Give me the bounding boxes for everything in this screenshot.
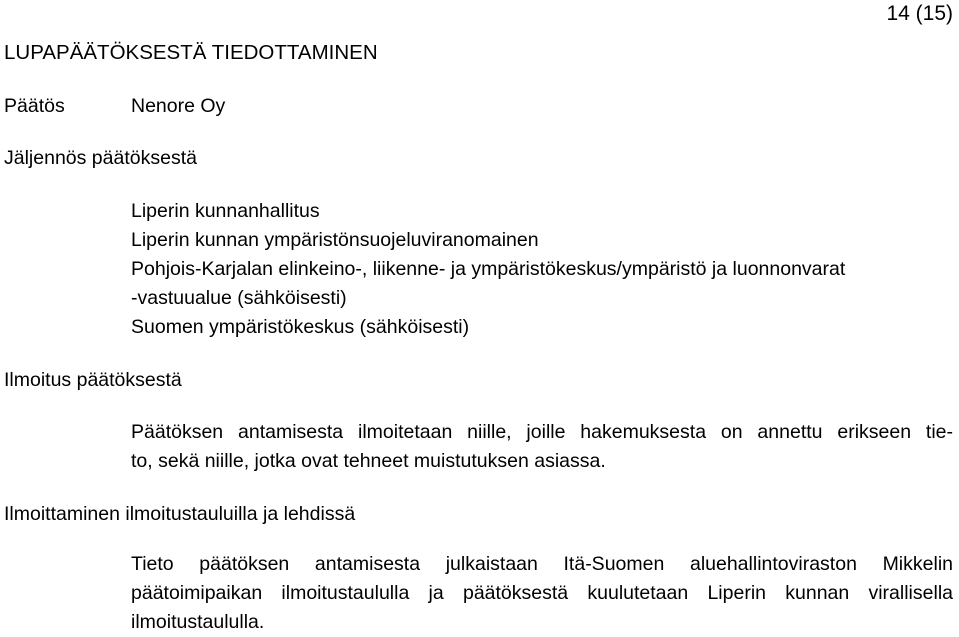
recipient-item: Suomen ympäristökeskus (sähköisesti)	[131, 316, 470, 338]
document-title: LUPAPÄÄTÖKSESTÄ TIEDOTTAMINEN	[4, 41, 378, 64]
notice-line: to, sekä niille, jotka ovat tehneet muistutuksen asiassa.	[131, 450, 606, 472]
notice-label: Ilmoitus päätöksestä	[4, 369, 182, 391]
recipient-item: Liperin kunnanhallitus	[131, 200, 320, 222]
bulletin-label: Ilmoittaminen ilmoitustauluilla ja lehdissä	[4, 503, 356, 525]
bulletin-paragraph	[131, 550, 953, 637]
bulletin-line: päätoimipaikan ilmoitustaululla ja päätöksestä kuulutetaan Liperin kunnan virallisella	[131, 582, 953, 604]
notice-paragraph	[131, 418, 953, 476]
notice-line: Päätöksen antamisesta ilmoitetaan niille, joille hakemuksesta on annettu erikseen tie-	[131, 421, 953, 443]
bulletin-line: ilmoitustaululla.	[131, 611, 265, 633]
decision-value: Nenore Oy	[131, 95, 226, 117]
page-number: 14 (15)	[886, 2, 953, 25]
recipient-item: Pohjois-Karjalan elinkeino-, liikenne- ja ympäristökeskus/ympäristö ja luonnonvarat	[131, 258, 846, 280]
decision-label: Päätös	[4, 95, 65, 117]
copies-label: Jäljennös päätöksestä	[4, 147, 197, 169]
bulletin-line: Tieto päätöksen antamisesta julkaistaan Itä-Suomen aluehallintoviraston Mikkelin	[131, 553, 953, 575]
copies-recipient-list	[131, 197, 953, 342]
recipient-item: -vastuualue (sähköisesti)	[131, 287, 347, 309]
recipient-item: Liperin kunnan ympäristönsuojeluviranomainen	[131, 229, 539, 251]
